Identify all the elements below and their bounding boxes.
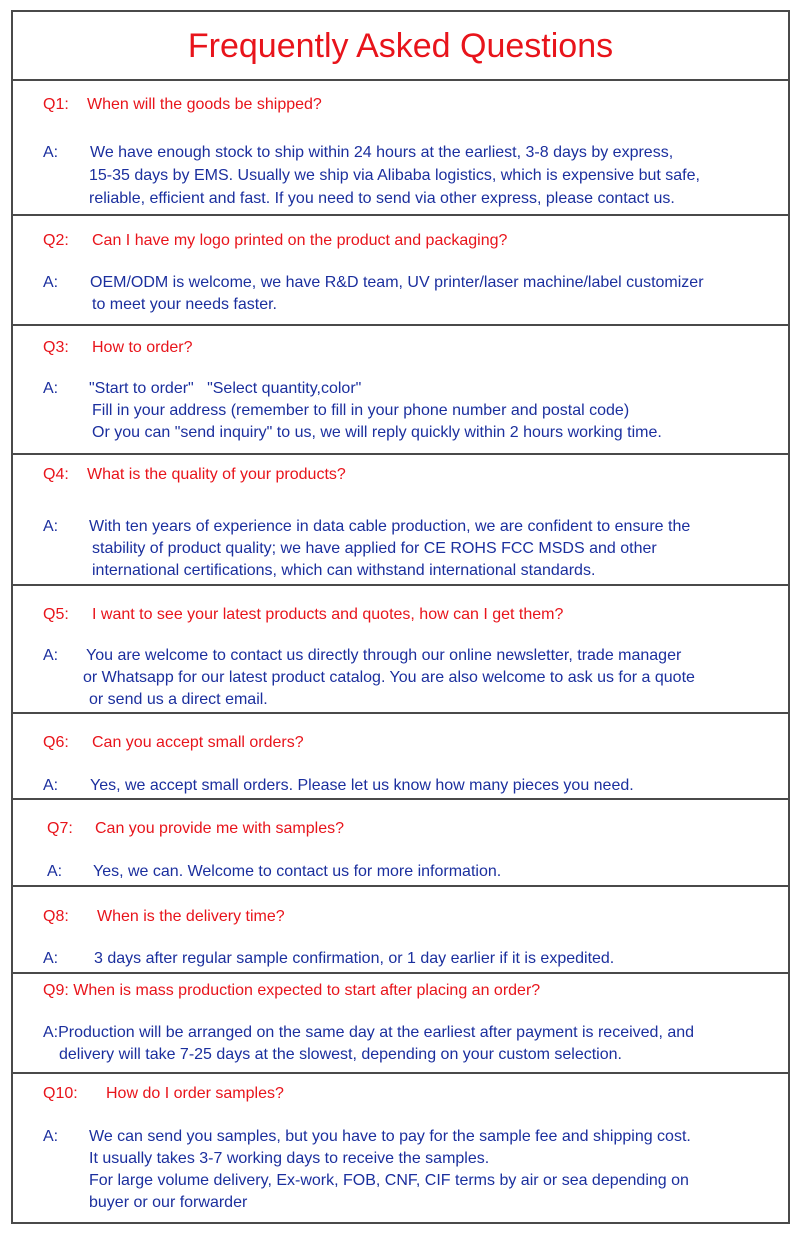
- answer-line: or send us a direct email.: [89, 691, 268, 708]
- answer-line: Production will be arranged on the same day at the earliest after payment is received, and: [58, 1024, 695, 1041]
- question-row: [43, 604, 563, 626]
- answer-label: A:: [43, 1128, 59, 1145]
- answer-line: to meet your needs faster.: [92, 296, 277, 313]
- faq-item-10: [13, 1074, 788, 1224]
- question-text: Can you provide me with samples?: [95, 820, 345, 837]
- question-label: Q4:: [43, 466, 69, 483]
- question-row: [43, 906, 285, 928]
- answer-line: or Whatsapp for our latest product catalog. You are also welcome to ask us for a quote: [83, 669, 695, 686]
- question-text: Can you accept small orders?: [92, 734, 304, 751]
- question-row: [43, 94, 322, 116]
- page-title: Frequently Asked Questions: [13, 12, 788, 81]
- answer-line: We can send you samples, but you have to pay for the sample fee and shipping cost.: [89, 1128, 691, 1145]
- question-label: Q6:: [43, 734, 69, 751]
- question-label: Q9:: [43, 982, 69, 999]
- faq-panel: [11, 10, 790, 1224]
- answer-label: A:: [43, 1024, 59, 1041]
- question-label: Q2:: [43, 232, 69, 249]
- answer-line: 15-35 days by EMS. Usually we ship via Alibaba logistics, which is expensive but safe,: [89, 167, 700, 184]
- question-row: [43, 1083, 284, 1105]
- question-label: Q3:: [43, 339, 69, 356]
- answer-line: 3 days after regular sample confirmation, or 1 day earlier if it is expedited.: [94, 950, 615, 967]
- faq-item-8: [13, 887, 788, 974]
- faq-item-6: [13, 714, 788, 800]
- answer-line: reliable, efficient and fast. If you need to send via other express, please contact us.: [89, 190, 675, 207]
- answer-line: It usually takes 3-7 working days to receive the samples.: [89, 1150, 490, 1167]
- answer-label: A:: [43, 274, 59, 291]
- faq-item-7: [13, 800, 788, 887]
- answer-line: delivery will take 7-25 days at the slowest, depending on your custom selection.: [59, 1046, 622, 1063]
- answer-line: We have enough stock to ship within 24 hours at the earliest, 3-8 days by express,: [90, 144, 674, 161]
- question-text: I want to see your latest products and quotes, how can I get them?: [92, 606, 564, 623]
- answer-line: Yes, we accept small orders. Please let us know how many pieces you need.: [90, 777, 634, 794]
- answer-line: For large volume delivery, Ex-work, FOB, CNF, CIF terms by air or sea depending on: [89, 1172, 689, 1189]
- faq-item-3: [13, 326, 788, 455]
- question-text: Can I have my logo printed on the product and packaging?: [92, 232, 508, 249]
- question-label: Q7:: [47, 820, 73, 837]
- answer-line: stability of product quality; we have applied for CE ROHS FCC MSDS and other: [92, 540, 657, 557]
- answer-line: international certifications, which can withstand international standards.: [92, 562, 596, 579]
- question-row: [43, 732, 304, 754]
- question-label: Q5:: [43, 606, 69, 623]
- question-row: [43, 980, 540, 1002]
- question-text: When will the goods be shipped?: [87, 96, 322, 113]
- answer-line: Or you can "send inquiry" to us, we will reply quickly within 2 hours working time.: [92, 424, 662, 441]
- faq-item-2: [13, 216, 788, 326]
- answer-line: Fill in your address (remember to fill in your phone number and postal code): [92, 402, 630, 419]
- question-label: Q10:: [43, 1085, 78, 1102]
- faq-item-9: [13, 974, 788, 1074]
- question-row: [43, 337, 193, 359]
- question-row: [43, 230, 507, 252]
- answer-label: A:: [43, 144, 59, 161]
- question-row: [43, 464, 346, 486]
- answer-label: A:: [43, 380, 59, 397]
- answer-line: Yes, we can. Welcome to contact us for more information.: [93, 863, 502, 880]
- answer-label: A:: [47, 863, 63, 880]
- question-row: [47, 818, 344, 840]
- faq-item-4: [13, 455, 788, 586]
- question-label: Q8:: [43, 908, 69, 925]
- question-text: How to order?: [92, 339, 193, 356]
- answer-label: A:: [43, 777, 59, 794]
- faq-item-1: [13, 81, 788, 216]
- question-text: What is the quality of your products?: [87, 466, 346, 483]
- answer-line: You are welcome to contact us directly through our online newsletter, trade manager: [86, 647, 682, 664]
- answer-row: [43, 1022, 694, 1044]
- answer-line: "Start to order" "Select quantity,color": [89, 380, 362, 397]
- question-text: How do I order samples?: [106, 1085, 284, 1102]
- answer-line: OEM/ODM is welcome, we have R&D team, UV printer/laser machine/label customizer: [90, 274, 704, 291]
- answer-line: buyer or our forwarder: [89, 1194, 248, 1211]
- answer-label: A:: [43, 647, 59, 664]
- answer-line: With ten years of experience in data cable production, we are confident to ensure the: [89, 518, 691, 535]
- question-text: When is mass production expected to start after placing an order?: [73, 982, 541, 999]
- answer-label: A:: [43, 950, 59, 967]
- answer-label: A:: [43, 518, 59, 535]
- faq-item-5: [13, 586, 788, 714]
- question-text: When is the delivery time?: [97, 908, 285, 925]
- question-label: Q1:: [43, 96, 69, 113]
